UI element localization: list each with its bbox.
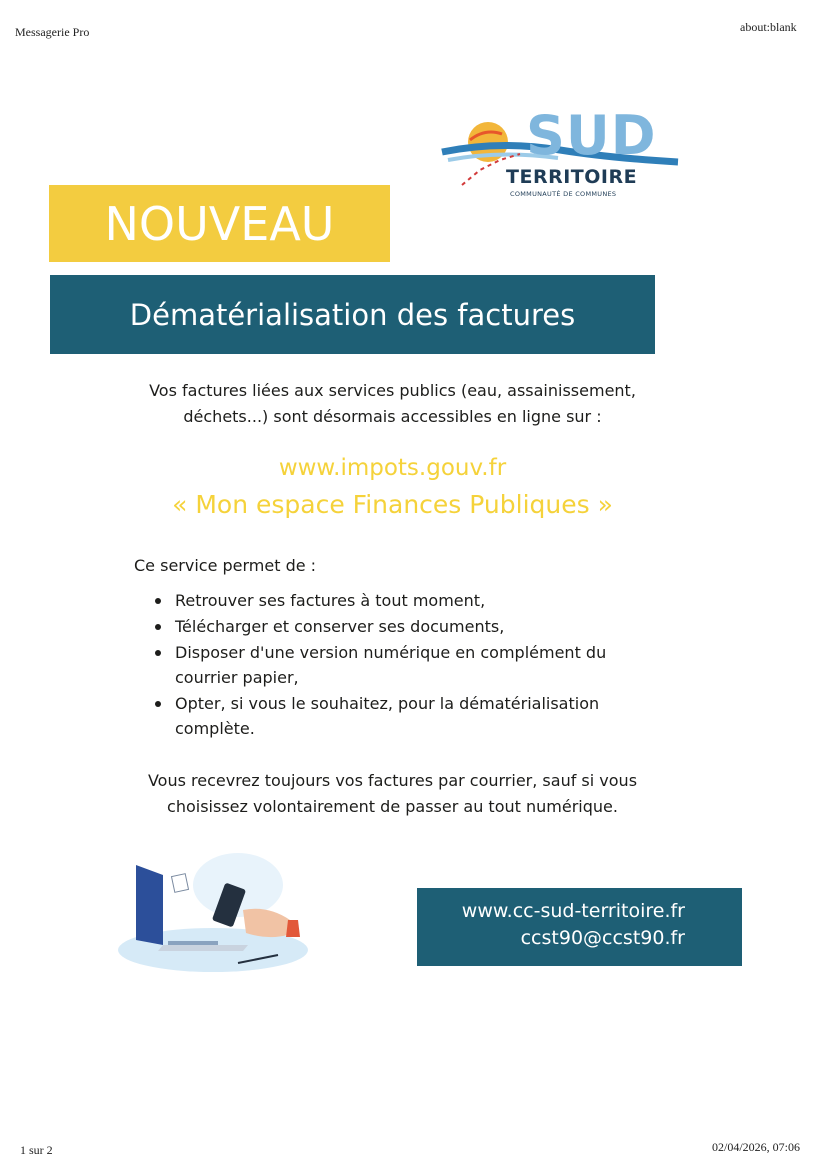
outro-line-2: choisissez volontairement de passer au tout numérique.	[167, 797, 618, 816]
bullet-icon	[155, 598, 161, 604]
contact-box	[417, 888, 742, 966]
logo-territoire-text: TERRITOIRE	[506, 166, 638, 188]
outro-paragraph	[50, 768, 735, 820]
impots-link[interactable]: www.impots.gouv.fr	[278, 455, 507, 481]
print-header-url: about:blank	[740, 20, 797, 34]
bullet-icon	[155, 624, 161, 630]
sud-territoire-logo	[440, 104, 690, 205]
list-item: Retrouver ses factures à tout moment,	[150, 588, 670, 613]
service-title: Ce service permet de :	[134, 556, 317, 575]
list-item: Opter, si vous le souhaitez, pour la dématérialisation complète.	[150, 691, 670, 741]
list-item: Disposer d'une version numérique en complément du courrier papier,	[150, 640, 670, 690]
print-header-title: Messagerie Pro	[15, 25, 90, 39]
finances-space-label: « Mon espace Finances Publiques »	[172, 490, 613, 519]
list-item: Télécharger et conserver ses documents,	[150, 614, 670, 639]
logo-sud-text: SUD	[526, 104, 657, 167]
intro-line-2: déchets...) sont désormais accessibles en ligne sur :	[183, 407, 602, 426]
new-badge-label: NOUVEAU	[104, 196, 335, 251]
new-badge	[49, 185, 390, 262]
page-number: 1 sur 2	[20, 1143, 53, 1157]
outro-line-1: Vous recevrez toujours vos factures par courrier, sauf si vous	[147, 771, 638, 790]
logo-tagline: COMMUNAUTÉ DE COMMUNES	[510, 190, 617, 198]
intro-paragraph	[50, 378, 735, 430]
print-datetime: 02/04/2026, 07:06	[712, 1140, 801, 1154]
laptop-phone-illustration	[118, 845, 308, 975]
intro-line-1: Vos factures liées aux services publics (eau, assainissement,	[149, 381, 636, 400]
page-title: Dématérialisation des factures	[129, 297, 576, 332]
email-link[interactable]: ccst90@ccst90.fr	[520, 927, 685, 949]
website-link[interactable]: www.cc-sud-territoire.fr	[461, 900, 685, 922]
service-list	[150, 588, 670, 742]
bullet-icon	[155, 701, 161, 707]
laptop-illustration-icon	[118, 845, 308, 975]
bullet-icon	[155, 650, 161, 656]
title-banner	[50, 275, 655, 354]
